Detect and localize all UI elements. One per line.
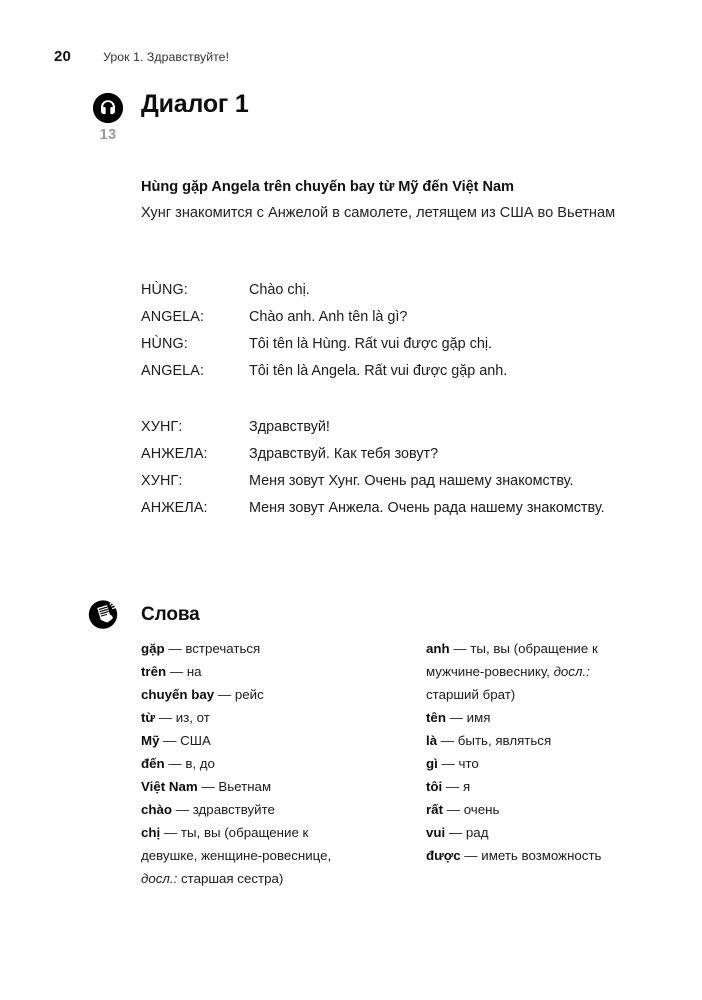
vocabulary-gloss: ты, вы (обращение к мужчине-ровеснику,: [426, 641, 598, 679]
vocabulary-entry: [426, 775, 641, 798]
dialogue-speaker: ANGELA:: [141, 362, 205, 379]
vocabulary-entry: [426, 752, 641, 775]
vocabulary-gloss: имя: [466, 710, 491, 725]
dialogue-speaker: HÙNG:: [141, 282, 188, 298]
vocabulary-entry: [141, 683, 356, 706]
vocabulary-gloss: Вьетнам: [218, 779, 272, 794]
vocabulary-entry: [426, 844, 641, 867]
vocabulary-term: anh: [426, 641, 450, 656]
vocabulary-term: vui: [426, 825, 446, 840]
vocabulary-separator: —: [164, 641, 186, 656]
vocabulary-gloss: рад: [465, 825, 489, 840]
vocabulary-entry: [141, 798, 356, 821]
dialogue-row: [141, 280, 611, 300]
vocabulary-term: Mỹ: [141, 733, 160, 748]
vocabulary-separator: —: [160, 825, 181, 840]
vocabulary-gloss: ты, вы (обращение к девушке, женщине-ровеснице,: [141, 825, 332, 863]
dialogue-row: [141, 471, 611, 491]
dialogue-text: Здравствуй!: [249, 419, 330, 435]
dialogue-speaker: ХУНГ:: [141, 472, 183, 489]
vocabulary-list: [141, 637, 641, 890]
vocabulary-gloss: США: [180, 733, 211, 748]
dialogue-row: [141, 444, 611, 464]
vocabulary-term: gì: [426, 756, 438, 771]
vocabulary-separator: —: [159, 733, 181, 748]
vocabulary-entry: [426, 706, 641, 729]
dialogue-row: [141, 498, 611, 518]
vocabulary-term: được: [426, 848, 461, 863]
dialogue-text: Меня зовут Хунг. Очень рад нашему знакомству.: [249, 472, 574, 489]
vocabulary-gloss: иметь возможность: [481, 848, 602, 863]
vocabulary-gloss: на: [186, 664, 202, 679]
vocabulary-term: trên: [141, 664, 167, 679]
vocabulary-term: rất: [426, 802, 443, 817]
dialogue-speaker: ХУНГ:: [141, 419, 183, 435]
vocabulary-separator: —: [437, 733, 458, 748]
audio-track-badge: [88, 93, 128, 143]
vocabulary-term: chuyến bay: [141, 687, 215, 702]
dialogue-row: [141, 361, 611, 381]
vocabulary-term: là: [426, 733, 438, 748]
vocabulary-separator: —: [166, 664, 187, 679]
vocabulary-term: Việt Nam: [141, 779, 198, 794]
vocabulary-gloss: встречаться: [185, 641, 261, 656]
vocabulary-gloss-literal-label: досл.:: [553, 664, 590, 679]
section-title-dialog: Диалог 1: [141, 90, 249, 118]
vocabulary-gloss: что: [458, 756, 479, 771]
vocabulary-term: từ: [141, 710, 156, 725]
vocabulary-gloss: я: [462, 779, 471, 794]
running-title: Урок 1. Здравствуйте!: [103, 50, 230, 64]
vocabulary-term: tên: [426, 710, 446, 725]
dialogue-row: [141, 307, 611, 327]
vocabulary-entry: [141, 729, 356, 752]
vocabulary-separator: —: [437, 756, 459, 771]
vocabulary-term: chị: [141, 825, 161, 840]
dialogue-speaker: HÙNG:: [141, 335, 188, 352]
vocabulary-term: chào: [141, 802, 173, 817]
vocabulary-entry: [426, 729, 641, 752]
vocabulary-separator: —: [197, 779, 219, 794]
dialogue-heading: [141, 178, 616, 224]
vocabulary-gloss-literal-label: досл.:: [141, 871, 178, 886]
vocabulary-gloss: быть, являться: [457, 733, 552, 748]
vocabulary-entry: [141, 821, 356, 890]
vocabulary-column: [141, 637, 356, 890]
dialogue-text: Меня зовут Анжела. Очень рада нашему знакомству.: [249, 499, 605, 516]
dialogue-row: [141, 417, 611, 437]
vocabulary-entry: [141, 660, 356, 683]
vocabulary-separator: —: [155, 710, 176, 725]
dialogue-lines-vietnamese: [141, 280, 611, 381]
vocabulary-term: gặp: [141, 641, 165, 656]
dialogue-text: Chào chị.: [249, 282, 310, 298]
vocabulary-term: đến: [141, 756, 165, 771]
running-head: [54, 48, 229, 65]
vocabulary-entry: [141, 637, 356, 660]
vocabulary-separator: —: [172, 802, 193, 817]
dialogue-text: Tôi tên là Angela. Rất vui được gặp anh.: [249, 362, 508, 379]
hand-writing-note-icon: [88, 598, 120, 630]
dialogue-text: Tôi tên là Hùng. Rất vui được gặp chị.: [249, 335, 493, 352]
vocabulary-separator: —: [442, 779, 463, 794]
dialogue-speaker: АНЖЕЛА:: [141, 445, 208, 462]
vocabulary-gloss: очень: [463, 802, 500, 817]
vocabulary-separator: —: [449, 641, 471, 656]
vocabulary-entry: [141, 775, 356, 798]
dialogue-lines-russian: [141, 417, 611, 518]
vocabulary-separator: —: [443, 802, 464, 817]
dialogue-speaker: АНЖЕЛА:: [141, 499, 208, 516]
dialogue-heading-ru: Хунг знакомится с Анжелой в самолете, летящем из США во Вьетнам: [141, 204, 616, 221]
dialogue-speaker: ANGELA:: [141, 308, 205, 325]
vocabulary-gloss-tail: старшая сестра): [177, 871, 284, 886]
vocabulary-gloss: в, до: [185, 756, 215, 771]
dialogue-heading-vi: Hùng gặp Angela trên chuyến bay từ Mỹ đến Việt Nam: [141, 179, 514, 195]
vocabulary-separator: —: [445, 710, 467, 725]
vocabulary-entry: [426, 637, 641, 706]
audio-track-number: 13: [99, 127, 117, 143]
vocabulary-gloss-tail: старший брат): [426, 687, 516, 702]
vocabulary-entry: [426, 798, 641, 821]
vocabulary-gloss: здравствуйте: [192, 802, 275, 817]
vocabulary-gloss: из, от: [175, 710, 210, 725]
vocabulary-entry: [141, 706, 356, 729]
vocabulary-entry: [141, 752, 356, 775]
vocabulary-entry: [426, 821, 641, 844]
vocabulary-gloss: рейс: [234, 687, 264, 702]
vocabulary-separator: —: [460, 848, 482, 863]
vocabulary-term: tôi: [426, 779, 443, 794]
section-title-words: Слова: [141, 604, 200, 625]
dialogue-row: [141, 334, 611, 354]
vocabulary-column: [426, 637, 641, 890]
vocabulary-separator: —: [164, 756, 186, 771]
dialogue-text: Chào anh. Anh tên là gì?: [249, 308, 408, 325]
vocabulary-separator: —: [445, 825, 466, 840]
headphones-icon: [93, 93, 123, 123]
dialogue-text: Здравствуй. Как тебя зовут?: [249, 445, 439, 462]
vocabulary-separator: —: [214, 687, 235, 702]
page-number: 20: [54, 48, 72, 65]
